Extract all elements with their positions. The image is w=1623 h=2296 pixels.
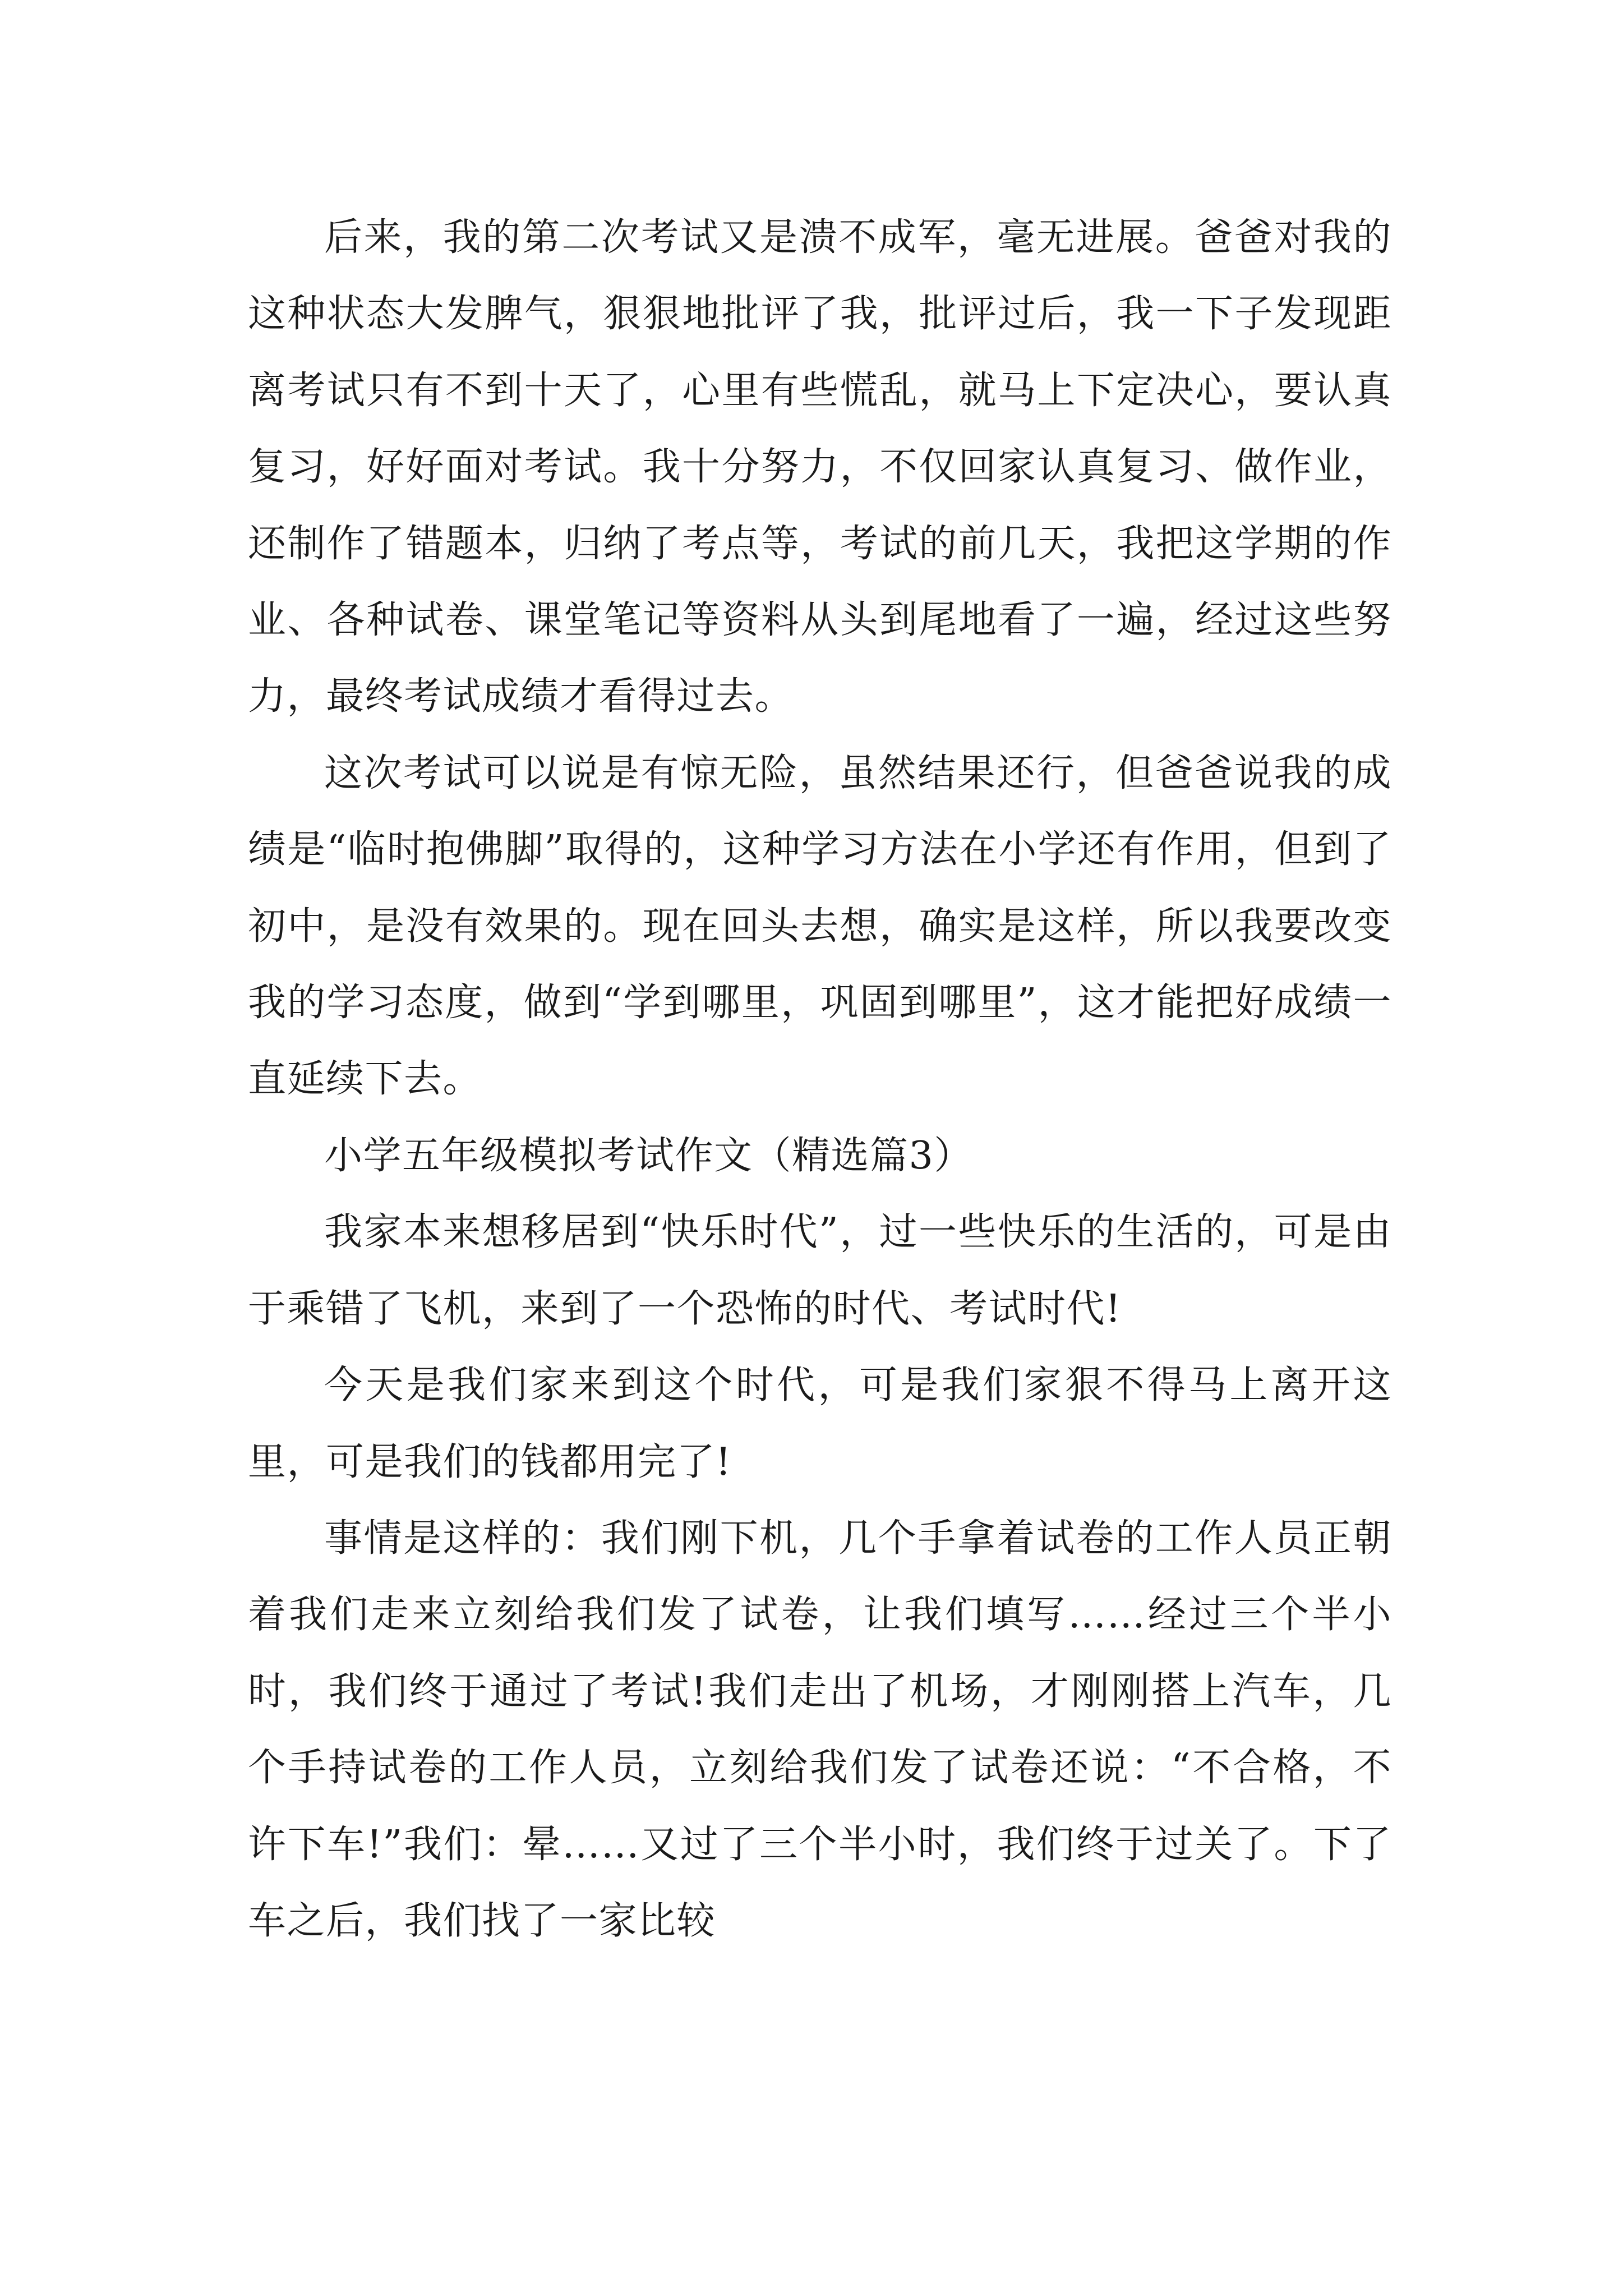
section-heading: 小学五年级模拟考试作文（精选篇3） [324, 1133, 973, 1178]
paragraph-story: 事情是这样的：我们刚下机，几个手拿着试卷的工作人员正朝着我们走来立刻给我们发了试卷，让我们填写……经过三个半小时，我们终于通过了考试!我们走出了机场，才刚刚搭上汽车，几个手持试卷的工作人员，立刻给我们发了试卷还说：“不合格，不许下车!”我们：晕……又过了三个半小时，我们终于过关了。下了车之后，我们找了一家比较 [248, 1516, 1392, 1943]
paragraph-arrival: 今天是我们家来到这个时代，可是我们家狠不得马上离开这里，可是我们的钱都用完了! [248, 1363, 1392, 1484]
paragraph-second-exam: 后来，我的第二次考试又是溃不成军，毫无进展。爸爸对我的这种状态大发脾气，狠狠地批评了我，批评过后，我一下子发现距离考试只有不到十天了，心里有些慌乱，就马上下定决心，要认真复习，好好面对考试。我十分努力，不仅回家认真复习、做作业，还制作了错题本，归纳了考点等，考试的前几天，我把这学期的作业、各种试卷、课堂笔记等资料从头到尾地看了一遍，经过这些努力，最终考试成绩才看得过去。 [248, 215, 1392, 719]
paragraph-reflection: 这次考试可以说是有惊无险，虽然结果还行，但爸爸说我的成绩是“临时抱佛脚”取得的，这种学习方法在小学还有作用，但到了初中，是没有效果的。现在回头去想，确实是这样，所以我要改变我的学习态度，做到“学到哪里，巩固到哪里”，这才能把好成绩一直延续下去。 [248, 751, 1392, 1102]
paragraph-exam-era-intro: 我家本来想移居到“快乐时代”，过一些快乐的生活的，可是由于乘错了飞机，来到了一个恐怖的时代、考试时代! [248, 1210, 1392, 1331]
document-body [248, 200, 1392, 1959]
